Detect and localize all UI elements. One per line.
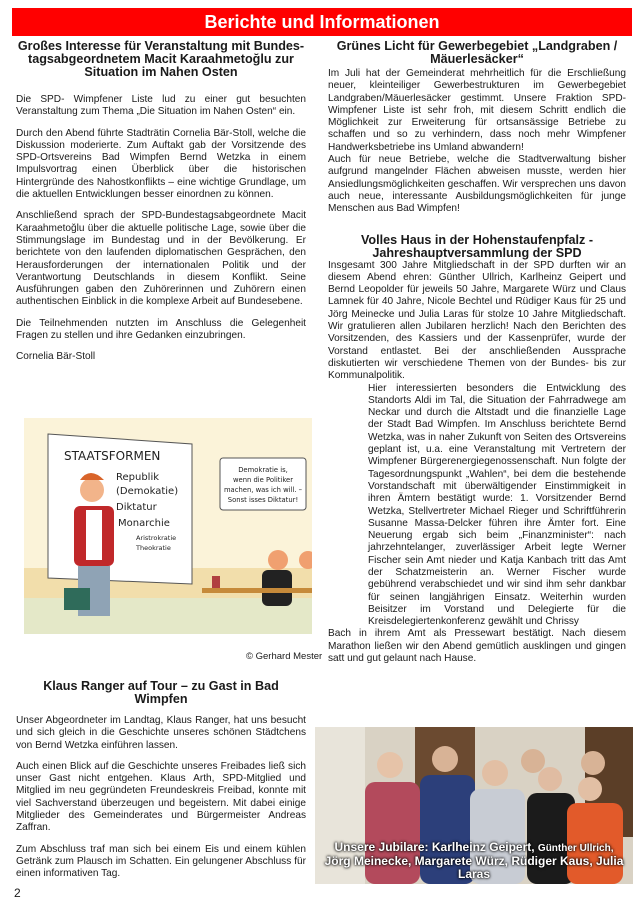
article-paragraph: Bach in ihrem Amt als Pressewart bestätigt. Nach diesem Marathon ließen wir den Abend gemütlich ausklingen und gingen satt und gut gelaunt nach Hause. [328, 628, 626, 665]
article-paragraph: Auch einen Blick auf die Geschichte unseres Freibades ließ sich unser Gast nicht entgehen. Klaus Arth, SPD-Mitglied und Mitglied im neu gegründeten Freundeskreis Freibad, konnte mit viel Sachverstand überzeugen und begeistern. Mit dabei einige Mitglieder des Gemeinderates und Bürgermeister Andreas Zaffran. [16, 760, 306, 834]
article-paragraph: Die SPD- Wimpfener Liste lud zu einer gut besuchten Veranstaltung zum Thema „Die Situation im Nahen Osten“ ein. [16, 94, 306, 118]
article-gewerbegebiet [328, 40, 626, 665]
cartoon-illustration [24, 418, 312, 634]
section-banner: Berichte und Informationen [12, 8, 632, 36]
board-item: Theokratie [136, 544, 171, 552]
article-author: Cornelia Bär-Stoll [16, 351, 96, 363]
board-item: Republik [116, 472, 160, 483]
jubilare-photo [315, 727, 633, 884]
speech-line: machen, was ich will. – [223, 486, 303, 494]
article-paragraph: Durch den Abend führte Stadträtin Cornelia Bär-Stoll, welche die Diskussion moderierte. Zum Auftakt gab der Vorsitzende des SPD-Ortsvereins Bad Wimpfen Bernd Wetzka in einem Impulsvortrag einen Überblick über die historischen Hintergründe des Nahostkonflikts – eine wichtige Grundlage, um die aktuellen Entwicklungen besser einordnen zu können. [16, 127, 306, 201]
article-paragraph: Die Teilnehmenden nutzten im Anschluss die Gelegenheit Fragen zu stellen und ihre Gedanken einzubringen. [16, 317, 306, 342]
cartoon-credit: © Gerhard Mester [246, 651, 323, 662]
article-headline: Großes Interesse für Veranstaltung mit Bundestagsabgeordnetem Macit Karaahmetoğlu zur Situation im Nahen Osten [17, 39, 305, 79]
article-paragraph: Insgesamt 300 Jahre Mitgliedschaft in der SPD durften wir an diesem Abend ehren: Günther Ullrich, Karlheinz Geipert und Bernd Leopolder für jeweils 50 Jahre, Margarete Würz und Claus Lamnek für 40 Jahre, Nicole Bechtel und Rüdiger Kaus für 25 und Jörg Meinecke und Julia Laras für stolze 10 Jahre Mitgliedschaft. Wir gratulieren allen Jubilaren herzlich! Nach den Berichten des Vorsitzenden, des Kassiers und der Kassenprüfer, wurde der Vorstand entlastet. Bei der anschließenden Aussprache diskutierten wir verschiedene Themen von der Bundes- bis zur Kommunalpolitik. [328, 259, 626, 382]
article-paragraph: Unser Abgeordneter im Landtag, Klaus Ranger, hat uns besucht und sich gleich in die Geschichte unseres schönen Städtchens von Bernd Wetzka einführen lassen. [16, 715, 306, 751]
photo-caption [315, 841, 633, 881]
board-item: (Demokatie) [116, 486, 179, 497]
caption-names: Unsere Jubilare: Karlheinz Geipert, [334, 839, 535, 854]
board-item: Monarchie [118, 518, 170, 529]
board-title: STAATSFORMEN [64, 449, 161, 463]
board-item: Diktatur [116, 502, 157, 513]
page-number: 2 [14, 886, 21, 900]
article-paragraph: Zum Abschluss traf man sich bei einem Eis und einem kühlen Getränk zum Plausch im Schatten. Ein gelungener Abschluss für einen informativen Tag. [16, 843, 306, 880]
speech-line: Demokratie is, [238, 466, 288, 474]
article-paragraph: Hier interessierten besonders die Entwicklung des Standorts Aldi im Tal, die Situation der Fahrradwege am Neckar und durch die Altstadt und die finanzielle Lage der Stadt Bad Wimpfen. Im Anschluss berichtete Bernd Wetzka, was in naher Zukunft von Seiten des Ortsvereins geplant ist, u.a. eine Veranstaltung mit Vertretern der Wimpfener Bürgerenergiegenossenschaft. Nun folgte der Tagesordnungspunkt „Wahlen“, bei dem die bestehende Vorstandschaft mit überwältigender Einstimmigkeit in ihren Ämtern bestätigt wurde: 1. Vorsitzender Bernd Wetzka, Stellvertreter Michael Rieger und Schriftführerin Susanne Massa-Delcker führen ihre Ämter fort. Eine Neuerung ergab sich beim „Finanzminister“: nach jahrzehntelanger, zuverlässiger Arbeit legte Werner Fischer sein Amt nieder und Katja Kanbach tritt das Amt der Schatzmeisterin an. Werner Fischer wurde gebührend verabschiedet und wir sind ihm sehr dankbar für seinen langjährigen Einsatz. Weiterhin wurden Beisitzer im Vorstand und Delegierte für die Kreisdelegiertenkonferenz gewählt und Chrissy [368, 382, 626, 628]
article-ranger [16, 680, 306, 890]
caption-names-rest: Jörg Meinecke, Margarete Würz, Rüdiger Kaus, Julia Laras [324, 854, 624, 881]
article-paragraph: Im Juli hat der Gemeinderat mehrheitlich für die Erschließung neuer, kleinteiliger Gewerbestrukturen im Gewerbegebiet Landgraben/Mäuerlesäcker gestimmt. Unsere Fraktion SPD-Wimpfener Liste ist sehr froh, mit diesem Schritt endlich die Möglichkeit zur Erweiterung für ortsansässige Betriebe zu schaffen und so zu verhindern, dass noch mehr Wimpfener Handwerksbetriebe ins Umland abwandern! [328, 68, 626, 153]
speech-line: wenn die Politiker [232, 476, 294, 484]
speech-line: Sonst isses Diktatur! [227, 496, 299, 504]
article-headline: Klaus Ranger auf Tour – zu Gast in Bad Wimpfen [43, 679, 279, 706]
article-headline: Grünes Licht für Gewerbegebiet „Landgraben / Mäuerlesäcker“ [336, 39, 618, 66]
article-paragraph: Auch für neue Betriebe, welche die Stadtverwaltung bisher aufgrund mangelnder Flächen abweisen musste, werden hier Ansiedlungsmöglichkeiten geschaffen. Wir versprechen uns davon auch neue, interessante Ausbildungsmöglichkeiten für junge Menschen aus Bad Wimpfen! [328, 154, 626, 215]
board-item: Aristrokratie [136, 534, 177, 542]
article-nahost [16, 40, 306, 373]
article-headline: Volles Haus in der Hohenstaufenpfalz - Jahreshauptversammlung der SPD [360, 232, 594, 260]
caption-names-small: Günther Ullrich, [537, 842, 614, 854]
article-paragraph: Anschließend sprach der SPD-Bundestagsabgeordnete Macit Karaahmetoğlu über die aktuelle politische Lage, sowie über die Stimmungslage im Bundestag und in der Bevölkerung. Er berichtete von den laufenden diplomatischen Gesprächen, den Herausforderungen der internationalen Politik und der Verantwortung Deutschlands in diesem Konflikt. Seine Ausführungen gaben den Zuhörerinnen und Zuhörern einen authentischen Einblick in die komplexe Arbeit auf Bundesebene. [16, 210, 306, 308]
